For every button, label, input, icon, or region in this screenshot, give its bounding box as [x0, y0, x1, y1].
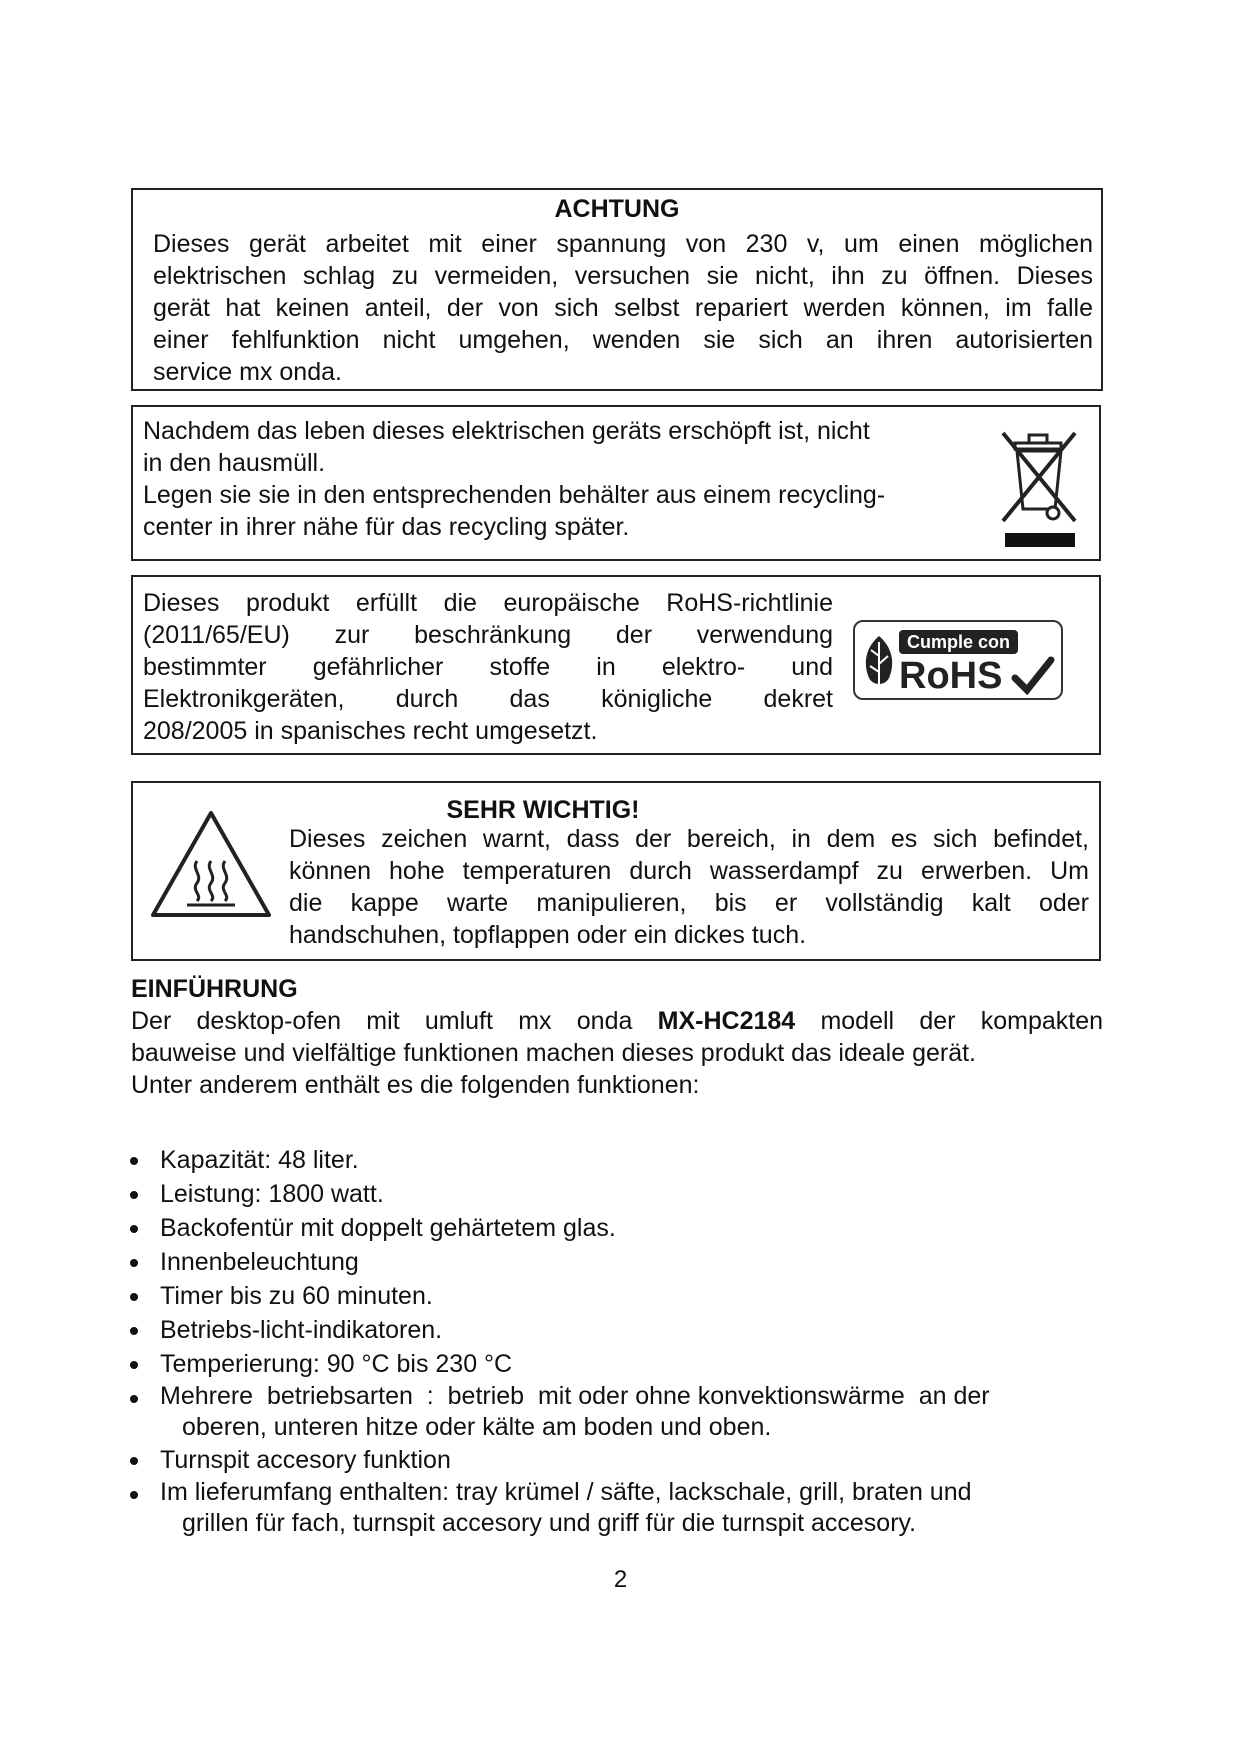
rohs-line-5: 208/2005 in spanisches recht umgesetzt. — [143, 717, 598, 745]
list-item: Betriebs-licht-indikatoren. — [130, 1313, 1120, 1347]
intro-line-1-before: Der desktop-ofen mit umluft mx onda — [131, 1007, 633, 1035]
important-title: SEHR WICHTIG! — [446, 796, 640, 824]
warning-box — [131, 188, 1103, 391]
bullet-icon — [130, 1395, 138, 1403]
disposal-line-4: center in ihrer nähe für das recycling später. — [143, 513, 630, 541]
rohs-badge — [853, 620, 1063, 700]
intro-line-1 — [131, 1005, 1103, 1037]
crossed-out-wheelie-bin-icon — [983, 421, 1093, 551]
list-item: Timer bis zu 60 minuten. — [130, 1279, 1120, 1313]
feature-list — [130, 1143, 1120, 1539]
list-item: Innenbeleuchtung — [130, 1245, 1120, 1279]
bullet-icon — [130, 1457, 138, 1465]
bullet-icon — [130, 1327, 138, 1335]
intro-line-3: Unter anderem enthält es die folgenden funktionen: — [131, 1071, 700, 1099]
hot-surface-warning-icon — [147, 807, 275, 923]
leaf-icon — [861, 634, 897, 692]
list-item: Temperierung: 90 °C bis 230 °C — [130, 1347, 1120, 1381]
important-line-1: Dieses zeichen warnt, dass der bereich, in dem es sich befindet, — [289, 825, 1089, 853]
warning-title: ACHTUNG — [554, 195, 680, 223]
bullet-icon — [130, 1191, 138, 1199]
list-item: Mehrere betriebsarten : betrieb mit oder ohne konvektionswärme an der oberen, unteren hitze oder kälte am boden und oben. — [130, 1381, 1120, 1443]
list-item: Turnspit accesory funktion — [130, 1443, 1120, 1477]
bullet-icon — [130, 1361, 138, 1369]
warning-line-2: elektrischen schlag zu vermeiden, versuchen sie nicht, ihn zu öffnen. Dieses — [153, 262, 1093, 290]
bullet-icon — [130, 1259, 138, 1267]
list-item: Im lieferumfang enthalten: tray krümel / säfte, lackschale, grill, braten und grillen für fach, turnspit accesory und griff für die turnspit accesory. — [130, 1477, 1120, 1539]
warning-line-5: service mx onda. — [153, 358, 342, 386]
disposal-line-2: in den hausmüll. — [143, 449, 326, 477]
bullet-icon — [130, 1225, 138, 1233]
important-line-2: können hohe temperaturen durch wasserdampf zu erwerben. Um — [289, 857, 1089, 885]
checkmark-icon — [1011, 656, 1055, 696]
bullet-icon — [130, 1491, 138, 1499]
important-line-4: handschuhen, topflappen oder ein dickes tuch. — [289, 921, 807, 949]
list-item: Backofentür mit doppelt gehärtetem glas. — [130, 1211, 1120, 1245]
warning-line-1: Dieses gerät arbeitet mit einer spannung von 230 v, um einen möglichen — [153, 230, 1093, 258]
intro-heading: EINFÜHRUNG — [131, 975, 298, 1003]
intro-line-2: bauweise und vielfältige funktionen machen dieses produkt das ideale gerät. — [131, 1039, 976, 1067]
intro-line-1-after: modell der kompakten — [820, 1007, 1104, 1035]
model-number: MX-HC2184 — [657, 1007, 796, 1035]
rohs-box — [131, 575, 1101, 755]
disposal-box — [131, 405, 1101, 561]
rohs-line-3: bestimmter gefährlicher stoffe in elektro- und — [143, 653, 833, 681]
bullet-icon — [130, 1293, 138, 1301]
rohs-line-4: Elektronikgeräten, durch das königliche dekret — [143, 685, 833, 713]
bullet-icon — [130, 1157, 138, 1165]
disposal-line-1: Nachdem das leben dieses elektrischen geräts erschöpft ist, nicht — [143, 417, 870, 445]
important-line-3: die kappe warte manipulieren, bis er vollständig kalt oder — [289, 889, 1089, 917]
rohs-badge-top: Cumple con — [899, 630, 1018, 654]
warning-line-3: gerät hat keinen anteil, der von sich selbst repariert werden können, im falle — [153, 294, 1093, 322]
rohs-line-1: Dieses produkt erfüllt die europäische RoHS-richtlinie — [143, 589, 833, 617]
list-item: Leistung: 1800 watt. — [130, 1177, 1120, 1211]
warning-line-4: einer fehlfunktion nicht umgehen, wenden sie sich an ihren autorisierten — [153, 326, 1093, 354]
disposal-line-3: Legen sie sie in den entsprechenden behälter aus einem recycling- — [143, 481, 886, 509]
intro-section — [131, 973, 1103, 1101]
page-number: 2 — [613, 1566, 628, 1593]
rohs-line-2: (2011/65/EU) zur beschränkung der verwendung — [143, 621, 833, 649]
important-box — [131, 781, 1101, 961]
list-item: Kapazität: 48 liter. — [130, 1143, 1120, 1177]
rohs-badge-main: RoHS — [899, 655, 1003, 697]
